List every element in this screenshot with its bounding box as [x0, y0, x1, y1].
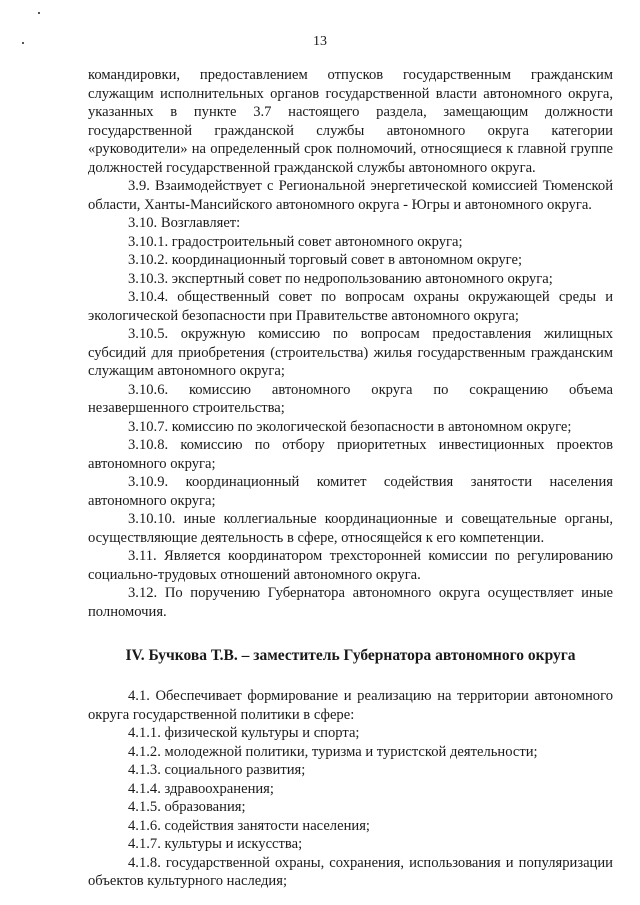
list-item: 4.1.6. содействия занятости населения;	[128, 817, 370, 834]
list-item: 3.10.9. координационный комитет содействия занятости населения автономного округа;	[88, 474, 613, 509]
list-item: 3.10.4. общественный совет по вопросам охраны окружающей среды и экологической безопасности при Правительстве автономного округа;	[88, 289, 613, 324]
list-item: 3.10.10. иные коллегиальные координационные и совещательные органы, осуществляющие деятельность в сфере, относящейся к его компетенции.	[88, 511, 613, 546]
list-item: 4.1.5. образования;	[128, 799, 246, 815]
list-item: 4.1.3. социального развития;	[128, 762, 306, 778]
list-item: 3.10.5. окружную комиссию по вопросам предоставления жилищных субсидий для приобретения (строительства) жилья государственным гражданским служащим автономного округа;	[88, 326, 613, 379]
document-body	[88, 66, 613, 891]
section-heading: IV. Бучкова Т.В. – заместитель Губернатора автономного округа	[125, 647, 576, 664]
list-item: 4.1.7. культуры и искусства;	[128, 836, 303, 852]
list-item: 4.1.4. здравоохранения;	[128, 780, 274, 797]
list-item: 3.10.8. комиссию по отбору приоритетных инвестиционных проектов автономного округа;	[88, 437, 613, 472]
list-item: 3.10.7. комиссию по экологической безопасности в автономном округе;	[128, 418, 572, 435]
list-item: 4.1.2. молодежной политики, туризма и туристской деятельности;	[128, 743, 538, 760]
list-item: 4.1.8. государственной охраны, сохранения, использования и популяризации объектов культурного наследия;	[88, 854, 613, 889]
paragraph: 3.12. По поручению Губернатора автономного округа осуществляет иные полномочия.	[88, 585, 613, 620]
paragraph: 3.10. Возглавляет:	[128, 215, 241, 231]
scan-speck	[38, 12, 40, 14]
list-item: 3.10.2. координационный торговый совет в автономном округе;	[128, 252, 523, 268]
list-item: 3.10.6. комиссию автономного округа по сокращению объема незавершенного строительства;	[88, 381, 613, 416]
paragraph: 3.9. Взаимодействует с Региональной энергетической комиссией Тюменской области, Ханты-Мансийского автономного округа - Югры и автономного округа.	[88, 178, 613, 213]
paragraph: командировки, предоставлением отпусков государственным гражданским служащим исполнительных органов государственной власти автономного округа, указанных в пункте 3.7 настоящего раздела, замещающим должности государственной гражданской службы автономного округа категории «руководители» на определенный срок полномочий, относящиеся к главной группе должностей государственной гражданской службы автономного округа.	[88, 67, 613, 176]
paragraph: 3.11. Является координатором трехсторонней комиссии по регулированию социально-трудовых отношений автономного округа.	[88, 548, 613, 583]
page-number: 13	[313, 34, 327, 49]
list-item: 3.10.1. градостроительный совет автономного округа;	[128, 233, 463, 250]
list-item: 3.10.3. экспертный совет по недропользованию автономного округа;	[128, 270, 553, 287]
paragraph: 4.1. Обеспечивает формирование и реализацию на территории автономного округа государственной политики в сфере:	[88, 688, 613, 723]
list-item: 4.1.1. физической культуры и спорта;	[128, 725, 360, 741]
